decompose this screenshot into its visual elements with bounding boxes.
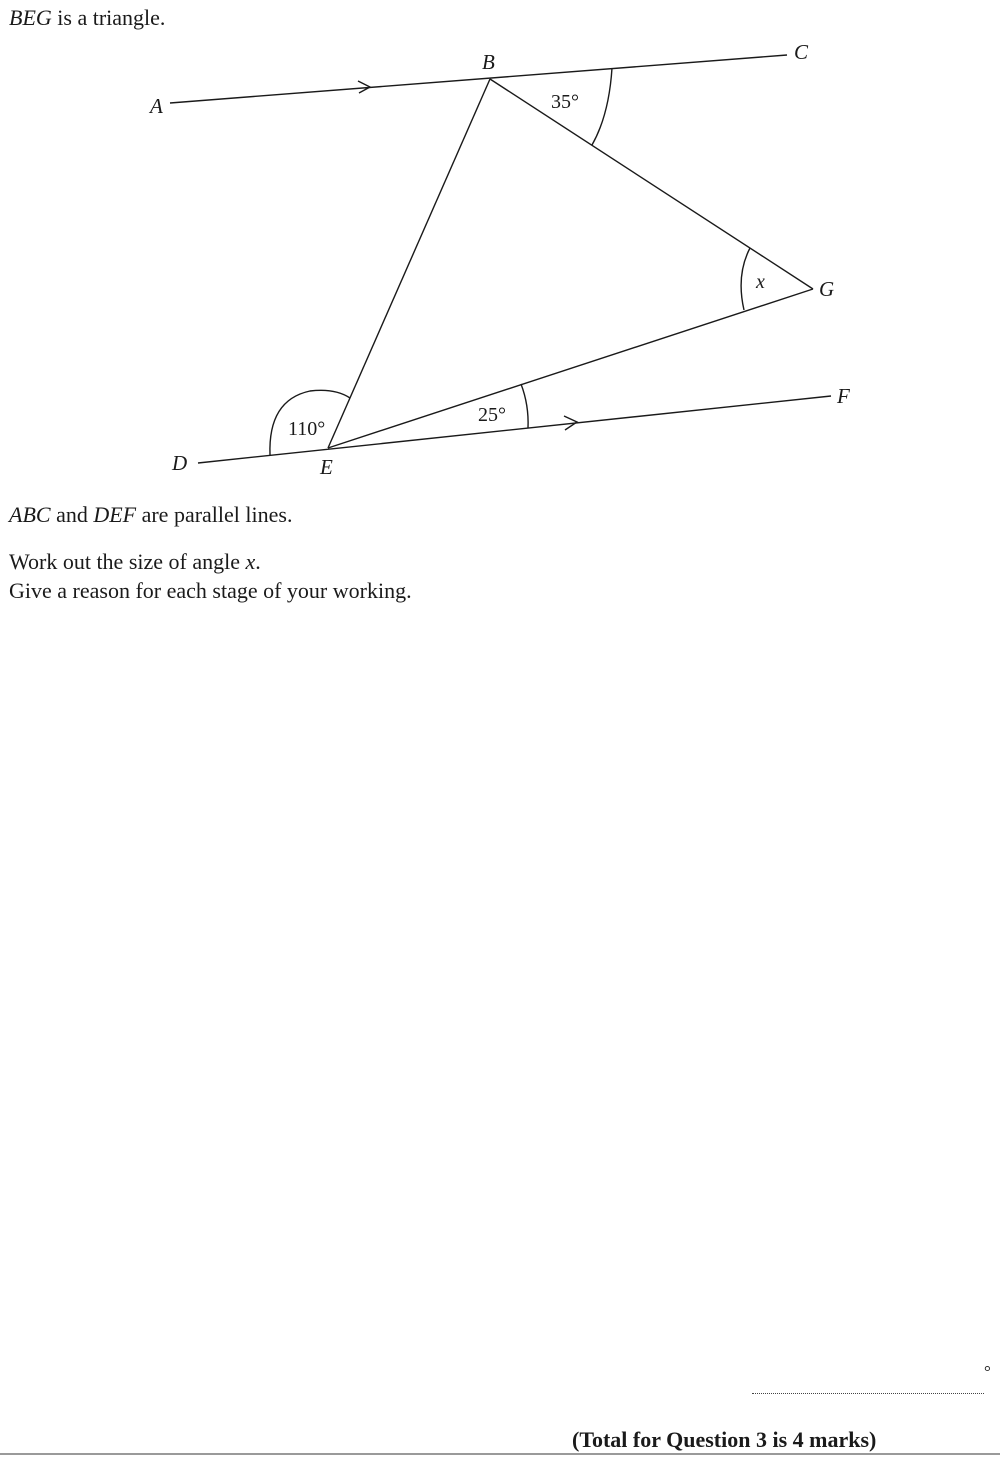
- angle-label-e-right: 25°: [478, 404, 506, 426]
- question-line-2: Give a reason for each stage of your working.: [9, 578, 412, 603]
- question-line-1: [9, 549, 261, 575]
- total-marks: (Total for Question 3 is 4 marks): [572, 1427, 877, 1452]
- question-prefix: Work out the size of angle: [9, 549, 246, 574]
- point-label-e: E: [320, 455, 333, 479]
- parallel-rest: are parallel lines.: [136, 502, 293, 527]
- line-abc: [170, 55, 787, 103]
- point-label-f: F: [837, 384, 850, 408]
- angle-arc-e-right: [521, 384, 528, 428]
- angle-label-e-left: 110°: [288, 418, 326, 440]
- angle-arc-g: [741, 248, 750, 310]
- parallel-statement: [9, 502, 292, 528]
- question-suffix: .: [255, 549, 261, 574]
- point-label-d: D: [172, 451, 188, 475]
- parallel-mid: and: [50, 502, 94, 527]
- line-name-def: DEF: [93, 502, 137, 527]
- point-label-a: A: [150, 94, 163, 118]
- point-label-c: C: [794, 40, 809, 64]
- angle-arc-b: [592, 68, 612, 145]
- intro-rest: is a triangle.: [51, 5, 166, 30]
- line-name-abc: ABC: [9, 502, 51, 527]
- angle-label-g: x: [756, 271, 765, 293]
- point-label-g: G: [819, 277, 835, 301]
- geometry-diagram: [0, 0, 1000, 500]
- answer-line[interactable]: [752, 1393, 984, 1394]
- side-bg: [490, 79, 813, 289]
- triangle-name: BEG: [9, 5, 52, 30]
- point-label-b: B: [482, 50, 495, 74]
- side-be: [328, 79, 490, 448]
- angle-label-b: 35°: [551, 91, 579, 113]
- bottom-divider: [0, 1453, 1000, 1455]
- angle-variable: x: [245, 549, 256, 574]
- answer-degree-symbol: °: [984, 1362, 991, 1381]
